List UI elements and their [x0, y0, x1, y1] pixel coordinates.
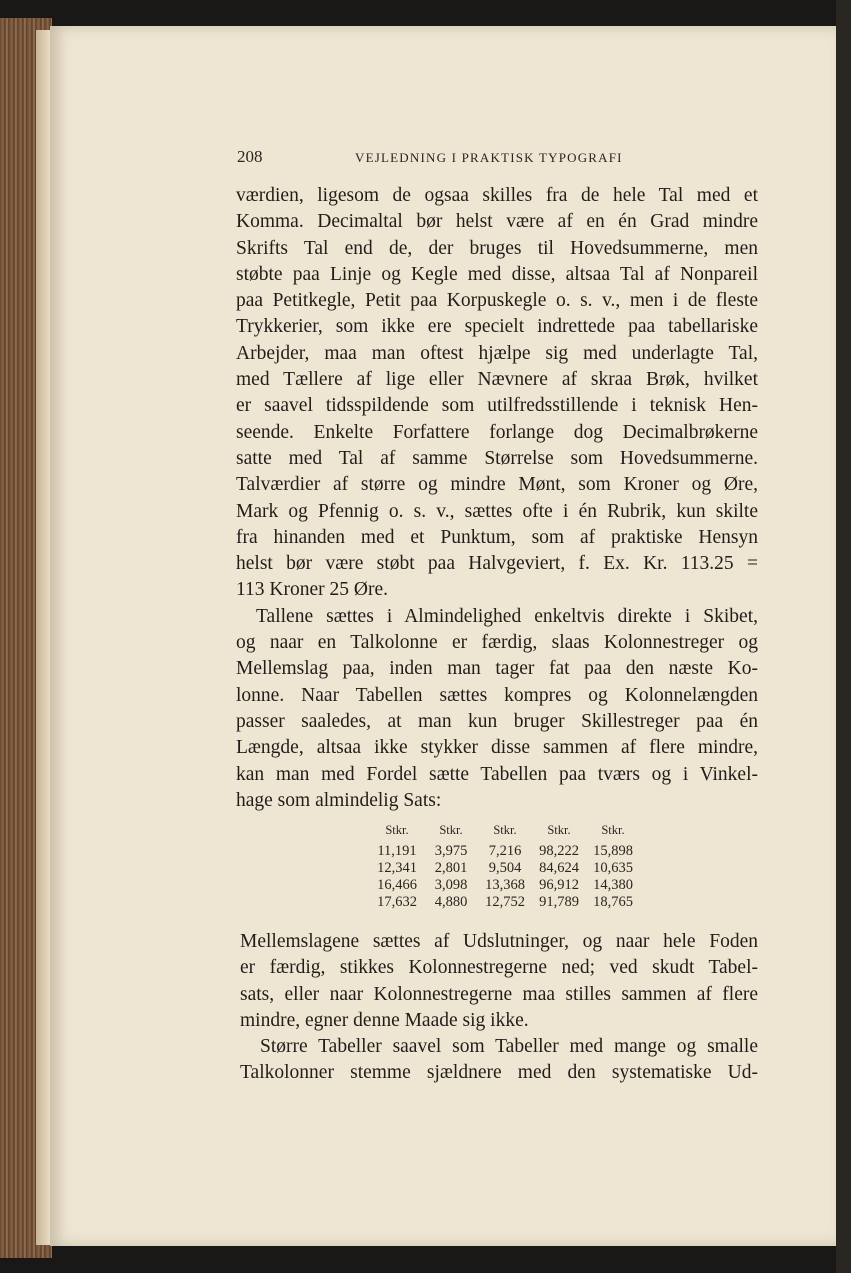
page-header [237, 147, 637, 169]
text-line: er saavel tidsspildende som utilfredsstillende i teknisk Hen- [236, 395, 758, 417]
text-line: værdien, ligesom de ogsaa skilles fra de hele Tal med et [236, 185, 758, 206]
table-cell: 12,752 [485, 894, 525, 910]
table-cell: 3,098 [434, 877, 468, 893]
table-row [370, 843, 640, 860]
text-line: hage som almindelig Sats: [236, 789, 442, 811]
table-cell: 17,632 [377, 894, 417, 910]
table-cell: 16,466 [377, 877, 417, 893]
table-cell: 3,975 [434, 843, 468, 859]
table-header-cell: Stkr. [439, 823, 463, 837]
text-line: Tallene sættes i Almindelighed enkeltvis direkte i Skibet, [256, 605, 758, 627]
table-cell: 84,624 [539, 860, 579, 876]
table-cell: 9,504 [488, 860, 522, 876]
table-cell: 15,898 [593, 843, 633, 859]
text-line: lonne. Naar Tabellen sættes kompres og Kolonnelængden [236, 684, 758, 706]
page-stack [36, 30, 50, 1245]
text-line: Større Tabeller saavel som Tabeller med mange og smalle [260, 1036, 758, 1058]
text-line: Mellemslag paa, inden man tager fat paa den næste Ko- [236, 658, 758, 680]
body-text [236, 183, 758, 814]
text-line: Mellemslagene sættes af Udslutninger, og naar hele Foden [240, 931, 758, 952]
table-cell: 96,912 [539, 877, 579, 893]
table-header-cell: Stkr. [385, 823, 409, 837]
table-header-cell: Stkr. [601, 823, 625, 837]
text-line: Arbejder, maa man oftest hjælpe sig med underlagte Tal, [236, 342, 758, 364]
text-line: med Tællere af lige eller Nævnere af skraa Brøk, hvilket [236, 369, 758, 391]
table-row [370, 877, 640, 894]
text-line: passer saaledes, at man kun bruger Skillestreger paa én [236, 710, 758, 732]
text-line: Talværdier af større og mindre Mønt, som Kroner og Øre, [236, 474, 758, 496]
text-line: kan man med Fordel sætte Tabellen paa tværs og i Vinkel- [236, 763, 758, 785]
table-cell: 18,765 [593, 894, 633, 910]
text-line: fra hinanden med et Punktum, som af praktiske Hensyn [236, 526, 758, 548]
table-header-cell: Stkr. [493, 823, 517, 837]
table-cell: 13,368 [485, 877, 525, 893]
text-line: Mark og Pfennig o. s. v., sættes ofte i én Rubrik, kun skilte [236, 500, 758, 522]
table-cell: 12,341 [377, 860, 417, 876]
table-cell: 91,789 [539, 894, 579, 910]
table-cell: 14,380 [593, 877, 633, 893]
table-cell: 11,191 [377, 843, 417, 859]
body-text-continued [240, 929, 758, 1087]
running-title: VEJLEDNING I PRAKTISK TYPOGRAFI [355, 150, 623, 165]
text-line: Længde, altsaa ikke stykker disse sammen af flere mindre, [236, 737, 758, 759]
table-cell: 10,635 [593, 860, 633, 876]
text-line: 113 Kroner 25 Øre. [236, 579, 388, 601]
text-line: seende. Enkelte Forfattere forlange dog Decimalbrøkerne [236, 421, 758, 443]
text-line: paa Petitkegle, Petit paa Korpuskegle o. s. v., men i de fleste [236, 290, 758, 312]
table-header-row [370, 822, 640, 839]
text-line: og naar en Talkolonne er færdig, slaas Kolonnestreger og [236, 632, 758, 654]
number-table [370, 822, 640, 911]
table-row [370, 860, 640, 877]
text-line: helst bør være støbt paa Halvgeviert, f. Ex. Kr. 113.25 = [236, 553, 758, 575]
text-line: Skrifts Tal end de, der bruges til Hovedsummerne, men [236, 237, 758, 259]
table-row [370, 894, 640, 911]
text-line: Trykkerier, som ikke ere specielt indrettede paa tabellariske [236, 316, 758, 338]
text-line: Komma. Decimaltal bør helst være af en én Grad mindre [236, 211, 758, 233]
table-cell: 7,216 [488, 843, 522, 859]
table-cell: 98,222 [539, 843, 579, 859]
text-line: støbte paa Linje og Kegle med disse, altsaa Tal af Nonpareil [236, 263, 758, 285]
text-line: mindre, egner denne Maade sig ikke. [240, 1009, 529, 1031]
table-cell: 2,801 [434, 860, 468, 876]
table-header-cell: Stkr. [547, 823, 571, 837]
table-cell: 4,880 [434, 894, 468, 910]
text-line: satte med Tal af samme Størrelse som Hovedsummerne. [236, 447, 758, 469]
text-line: Talkolonner stemme sjældnere med den systematiske Ud- [240, 1062, 758, 1084]
scan-border [836, 0, 851, 1273]
page-number: 208 [237, 147, 263, 166]
text-line: sats, eller naar Kolonnestregerne maa stilles sammen af flere [240, 983, 758, 1005]
text-line: er færdig, stikkes Kolonnestregerne ned; ved skudt Tabel- [240, 957, 758, 979]
